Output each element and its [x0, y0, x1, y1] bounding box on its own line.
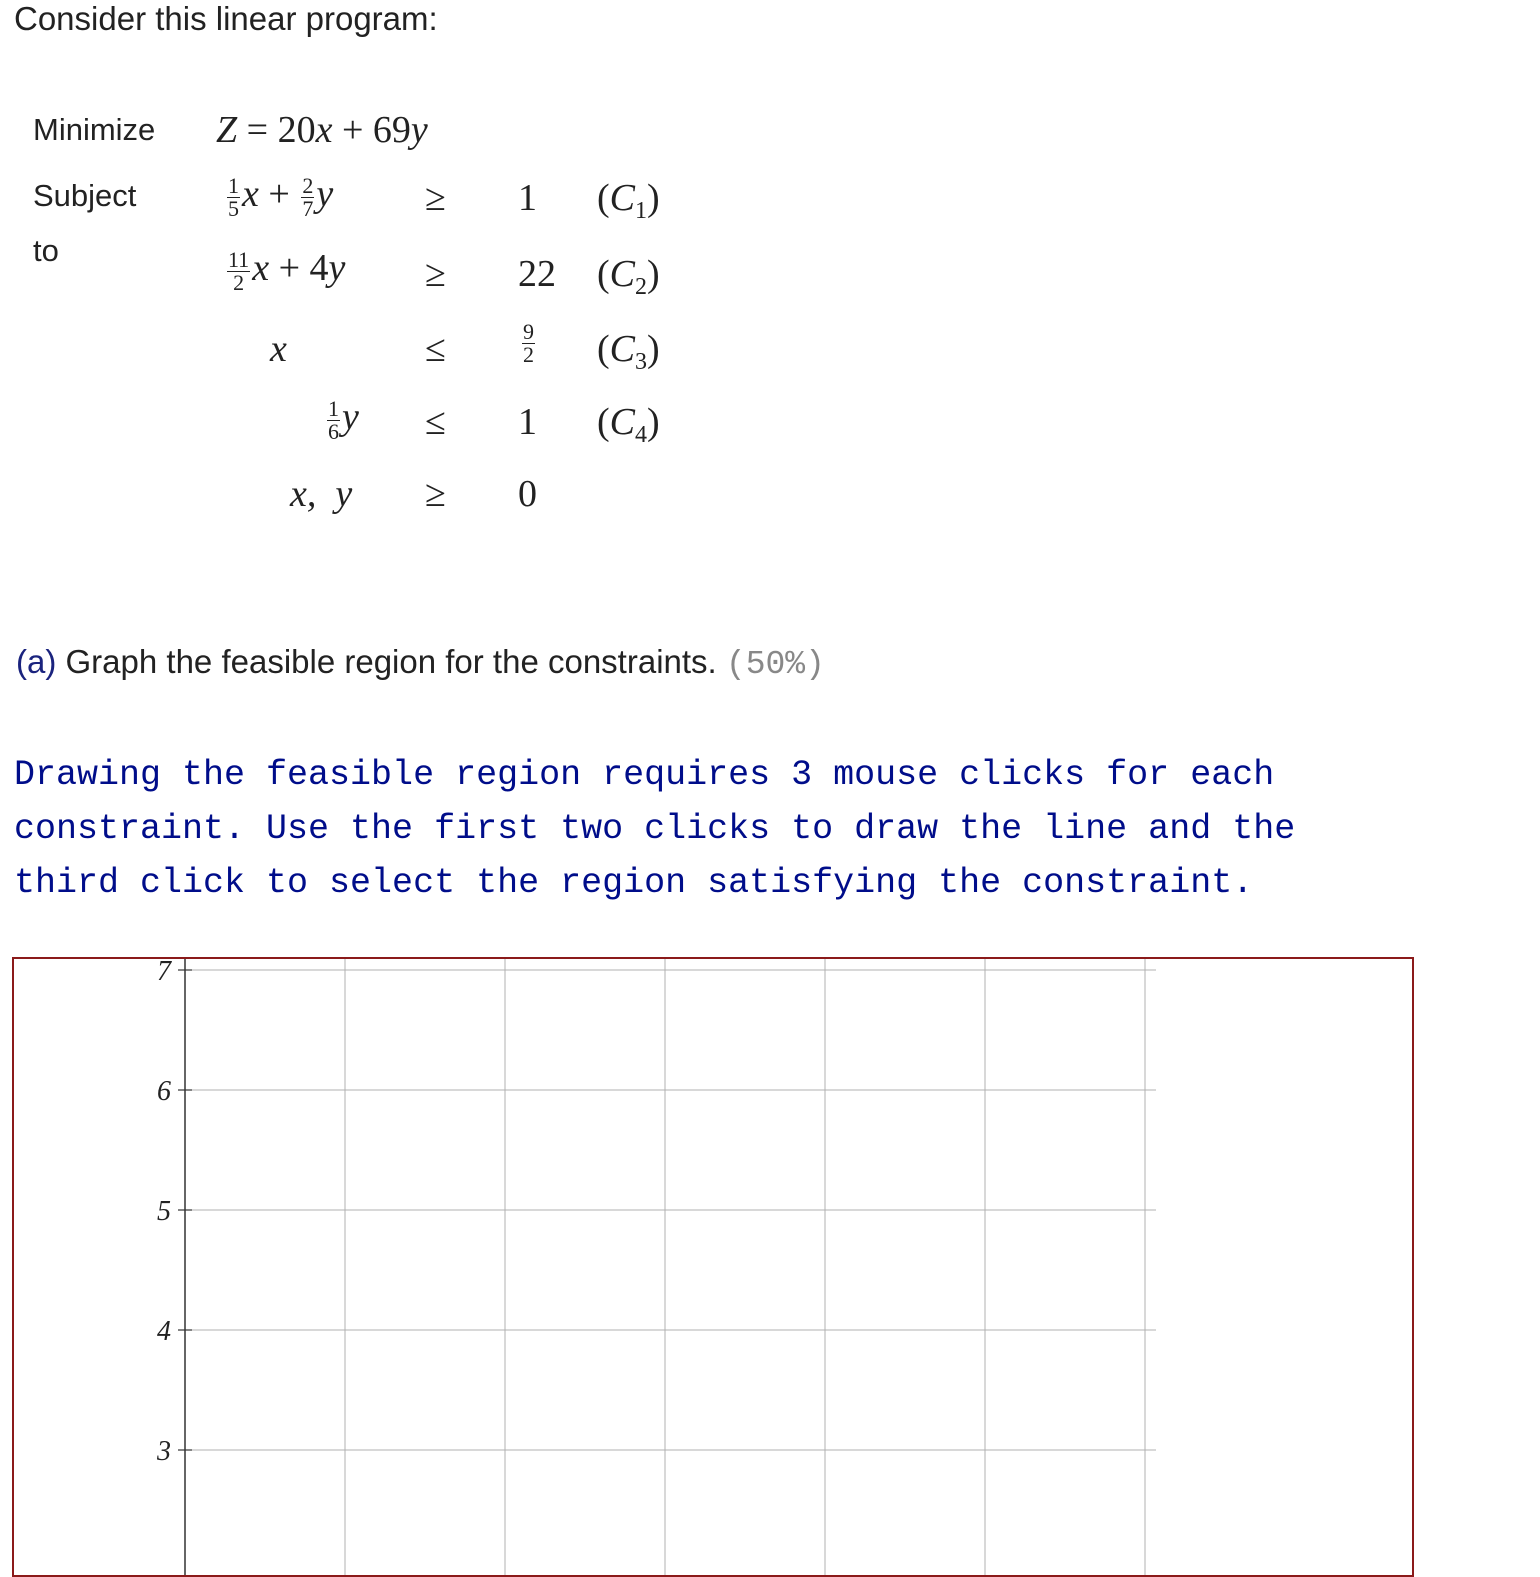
nonnegativity-lhs: x, y: [290, 473, 353, 515]
nonnegativity-rhs: 0: [518, 473, 537, 515]
constraint-c1-operator: ≥: [425, 177, 446, 219]
intro-text: Consider this linear program:: [14, 0, 438, 37]
constraint-c4-rhs: 1: [518, 401, 537, 443]
constraint-c2-lhs: $\frac{11}{2}$ x + 4y: [228, 246, 346, 295]
to-label: to: [33, 233, 59, 268]
constraint-c4-operator: ≤: [425, 401, 446, 443]
part-a-heading: [16, 643, 825, 683]
y-tick-label: 4: [157, 1316, 171, 1347]
graph-instructions: Drawing the feasible region requires 3 mouse clicks for each constraint. Use the first two clicks to draw the line and the third click to select the region satisfying the constraint.: [14, 755, 1296, 903]
constraint-c1-rhs: 1: [518, 177, 537, 219]
subject-label: Subject: [33, 178, 137, 213]
constraint-c1-lhs: $\frac{1}{5}$ x + $\frac{2}{7}$ y: [228, 172, 334, 221]
nonnegativity-operator: ≥: [425, 473, 446, 515]
constraint-c4-tag: $(C_4)$: [597, 401, 660, 448]
constraint-c2-rhs: 22: [518, 253, 556, 295]
objective-function: Z = 20x + 69y: [216, 109, 428, 151]
constraint-c1-tag: $(C_1)$: [597, 177, 660, 224]
feasible-region-graph[interactable]: [14, 959, 1414, 1577]
constraint-c3-tag: $(C_3)$: [597, 328, 660, 375]
constraint-c3-rhs: $\frac{9}{2}$: [523, 318, 534, 367]
constraint-c3-operator: ≤: [425, 328, 446, 370]
part-a-text: Graph the feasible region for the constraints.: [65, 643, 717, 680]
y-tick-label: 3: [157, 1436, 171, 1467]
part-a-letter: (a): [16, 643, 57, 680]
constraint-c3-lhs: x: [270, 328, 287, 370]
constraint-c4-lhs: $\frac{1}{6}$ y: [328, 395, 359, 444]
graph-canvas[interactable]: [12, 957, 1414, 1577]
y-tick-label: 5: [157, 1196, 171, 1227]
constraint-c2-tag: $(C_2)$: [597, 253, 660, 300]
part-a-percent: (50%): [725, 646, 825, 683]
minimize-label: Minimize: [33, 112, 156, 147]
y-tick-label: 6: [157, 1076, 171, 1107]
constraint-c2-operator: ≥: [425, 253, 446, 295]
y-tick-label: 7: [157, 959, 171, 987]
